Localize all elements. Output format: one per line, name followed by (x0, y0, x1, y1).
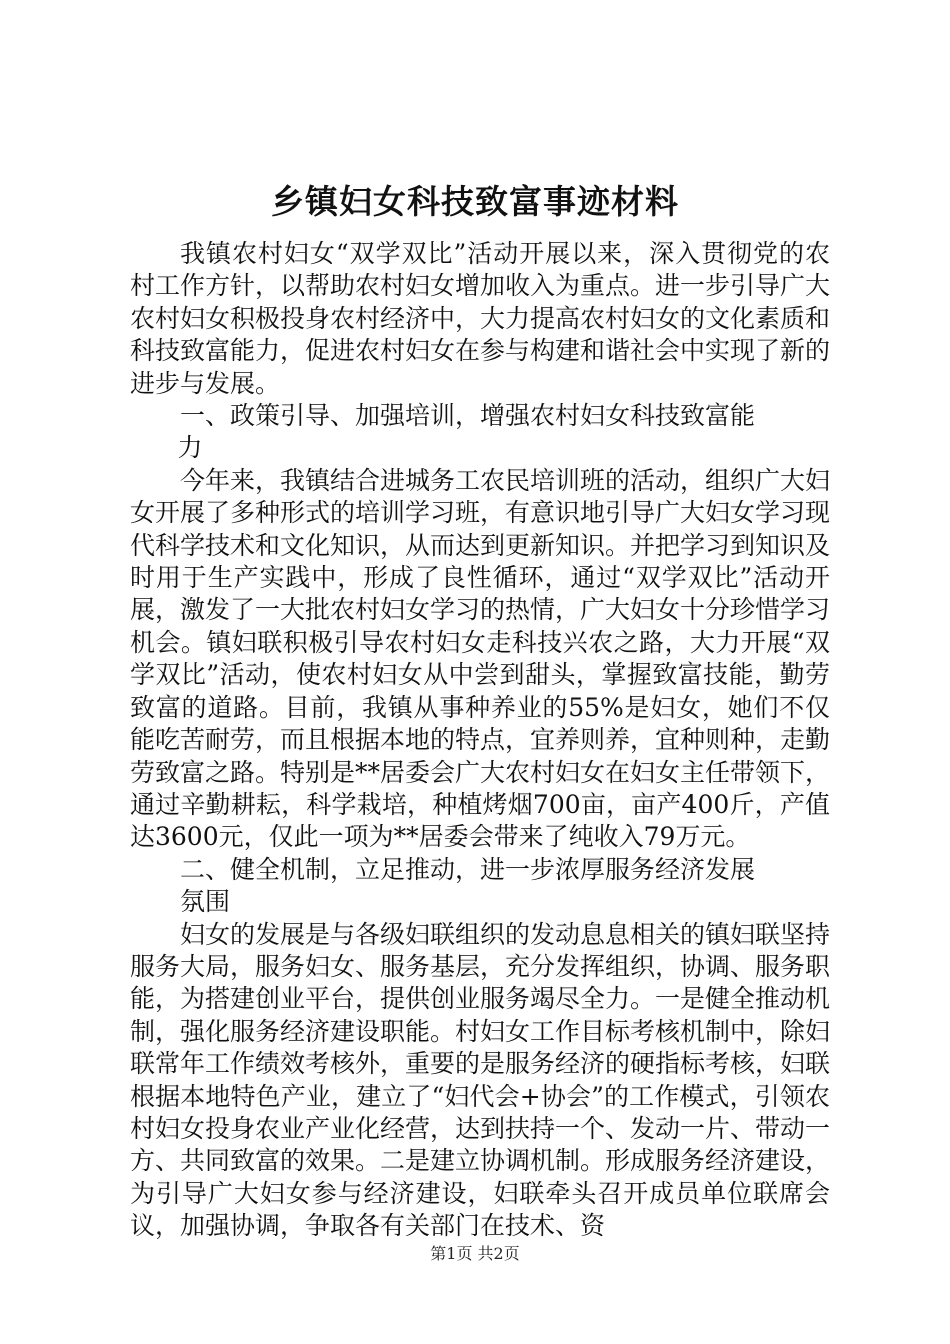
section-heading-1-continued: 力 (177, 433, 203, 463)
paragraph-intro: 我镇农村妇女“双学双比”活动开展以来，深入贯彻党的农村工作方针，以帮助农村妇女增加收入为重点。进一步引导广大农村妇女积极投身农村经济中，大力提高农村妇女的文化素质和科技致富能力，促进农村妇女在参与构建和谐社会中实现了新的进步与发展。 (130, 239, 831, 398)
paragraph-section-1: 今年来，我镇结合进城务工农民培训班的活动，组织广大妇女开展了多种形式的培训学习班，有意识地引导广大妇女学习现代科学技术和文化知识，从而达到更新知识。并把学习到知识及时用于生产实践中，形成了良性循环，通过“双学双比”活动开展，激发了一大批农村妇女学习的热情，广大妇女十分珍惜学习机会。镇妇联积极引导农村妇女走科技兴农之路，大力开展“双学双比”活动，使农村妇女从中尝到甜头，掌握致富技能，勤劳致富的道路。目前，我镇从事种养业的55%是妇女，她们不仅能吃苦耐劳，而且根据本地的特点，宜养则养，宜种则种，走勤劳致富之路。特别是**居委会广大农村妇女在妇女主任带领下，通过辛勤耕耘，科学栽培，种植烤烟700亩，亩产400斤，产值达3600元，仅此一项为**居委会带来了纯收入79万元。 (130, 465, 831, 852)
paragraph-section-2: 妇女的发展是与各级妇联组织的发动息息相关的镇妇联坚持服务大局，服务妇女、服务基层，充分发挥组织，协调、服务职能，为搭建创业平台，提供创业服务竭尽全力。一是健全推动机制，强化服务经济建设职能。村妇女工作目标考核机制中，除妇联常年工作绩效考核外，重要的是服务经济的硬指标考核，妇联根据本地特色产业，建立了“妇代会+协会”的工作模式，引领农村妇女投身农业产业化经营，达到扶持一个、发动一片、带动一方、共同致富的效果。二是建立协调机制。形成服务经济建设，为引导广大妇女参与经济建设，妇联牵头召开成员单位联席会议，加强协调，争取各有关部门在技术、资 (130, 919, 831, 1241)
document-title: 乡镇妇女科技致富事迹材料 (271, 182, 679, 221)
document-body (130, 238, 830, 1243)
page-footer: 第1页 共2页 (430, 1244, 520, 1263)
section-heading-1: 一、政策引导、加强培训，增强农村妇女科技致富能 (180, 401, 756, 431)
section-heading-2: 二、健全机制，立足推动，进一步浓厚服务经济发展氛围 (180, 854, 756, 917)
